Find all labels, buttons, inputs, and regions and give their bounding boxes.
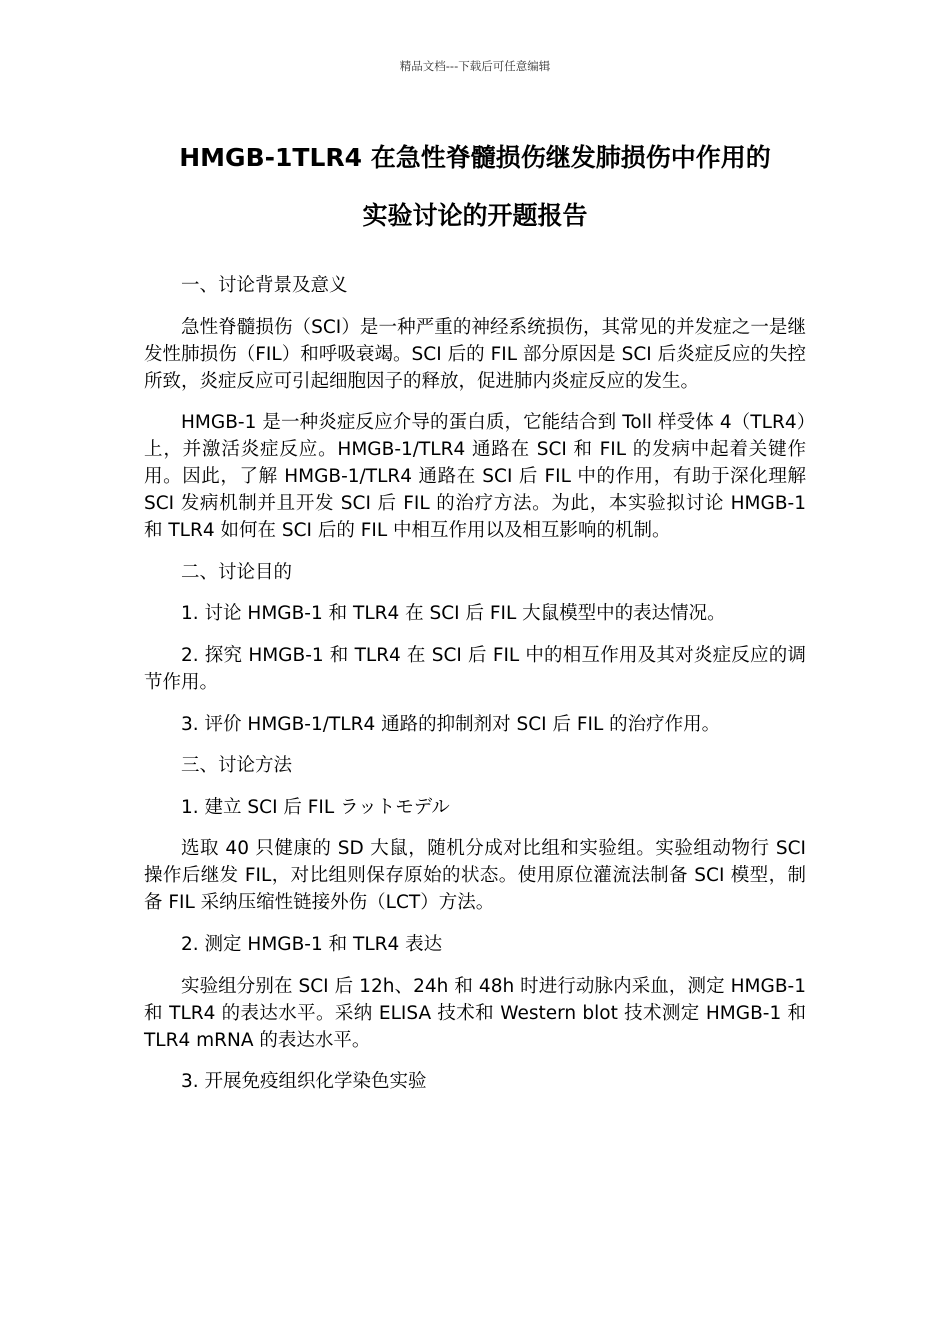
purpose-item-3: 3. 评价 HMGB-1/TLR4 通路的抑制剂对 SCI 后 FIL 的治疗作用。 xyxy=(181,713,721,735)
purpose-item-2: 2. 探究 HMGB-1 和 TLR4 在 SCI 后 FIL 中的相互作用及其对炎症反应的调节作用。 xyxy=(144,644,806,693)
paragraph-hmgb1-tlr4: HMGB-1 是一种炎症反应介导的蛋白质，它能结合到 Toll 样受体 4（TLR4）上，并激活炎症反应。HMGB-1/TLR4 通路在 SCI 和 FIL 的发病中起着关键作用。因此，了解 HMGB-1/TLR4 通路在 SCI 后 FIL 中的作用，有助于深化理解 SCI 发病机制并且开发 SCI 后 FIL 的治疗方法。为此，本实验拟讨论 HMGB-1 和 TLR4 如何在 SCI 后的 FIL 中相互作用以及相互影响的机制。 xyxy=(144,412,806,542)
method-heading-1: 1. 建立 SCI 后 FIL ラットモデル xyxy=(181,796,450,818)
section-heading-methods: 三、讨论方法 xyxy=(181,755,293,777)
purpose-item-1: 1. 讨论 HMGB-1 和 TLR4 在 SCI 后 FIL 大鼠模型中的表达情况。 xyxy=(181,603,726,625)
paragraph-sci-fil: 急性脊髓损伤（SCI）是一种严重的神经系统损伤，其常见的并发症之一是继发性肺损伤（FIL）和呼吸衰竭。SCI 后的 FIL 部分原因是 SCI 后炎症反应的失控所致，炎症反应可引起细胞因子的释放，促进肺内炎症反应的发生。 xyxy=(144,316,806,392)
document-body xyxy=(144,272,806,1110)
document-title-line-2: 实验讨论的开题报告 xyxy=(362,201,588,230)
section-heading-background: 一、讨论背景及意义 xyxy=(181,275,348,296)
method-paragraph-2: 实验组分别在 SCI 后 12h、24h 和 48h 时进行动脉内采血，测定 HMGB-1 和 TLR4 的表达水平。采纳 ELISA 技术和 Western blot 技术测定 HMGB-1 和 TLR4 mRNA 的表达水平。 xyxy=(144,975,806,1051)
document-title-line-1: HMGB-1TLR4 在急性脊髓损伤继发肺损伤中作用的 xyxy=(179,143,771,172)
method-heading-3: 3. 开展免疫组织化学染色实验 xyxy=(181,1071,427,1093)
header-note: 精品文档---下载后可任意编辑 xyxy=(399,59,551,73)
method-heading-2: 2. 测定 HMGB-1 和 TLR4 表达 xyxy=(181,933,443,955)
section-heading-purpose: 二、讨论目的 xyxy=(181,561,293,583)
method-paragraph-1: 选取 40 只健康的 SD 大鼠，随机分成对比组和实验组。实验组动物行 SCI 操作后继发 FIL，对比组则保存原始的状态。使用原位灌流法制备 SCI 模型，制备 FIL 采纳压缩性链接外伤（LCT）方法。 xyxy=(144,838,806,914)
